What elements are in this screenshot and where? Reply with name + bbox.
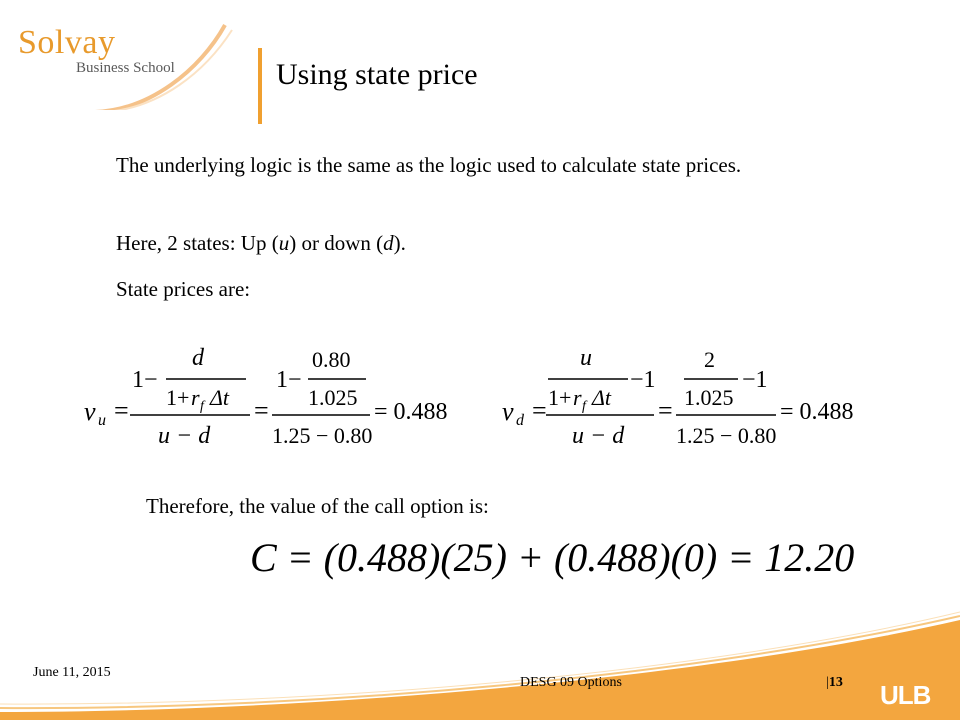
paragraph-state-prices: State prices are: (116, 277, 251, 301)
vu-result: = 0.488 (374, 399, 448, 425)
vd-result: = 0.488 (780, 399, 854, 425)
vu-eq1: = (114, 396, 129, 425)
slide-title: Using state price (276, 58, 478, 91)
states-prefix: Here, 2 states: Up ( (116, 231, 279, 255)
vu-den2: 1.25 − 0.80 (272, 423, 373, 448)
states-suffix: ). (393, 231, 406, 255)
vu-lhs-sub: u (98, 412, 106, 429)
vu-one-plus: 1+ (166, 385, 190, 410)
vd-lhs: v (502, 397, 514, 426)
footer-page-value: 13 (828, 675, 843, 690)
vd-one-plus: 1+ (548, 385, 572, 410)
vu-u-minus-d: u − d (158, 423, 211, 449)
vd-den2: 1.25 − 0.80 (676, 423, 777, 448)
vu-num-one: 1 (276, 367, 288, 393)
paragraph-states (116, 228, 406, 258)
vu-minus: − (144, 367, 158, 393)
vu-equation (80, 345, 470, 455)
footer-course: DESG 09 Options (520, 675, 622, 690)
footer-page-separator: | (826, 675, 829, 690)
therefore-text: Therefore, the value of the call option is: (146, 494, 489, 518)
title-accent-bar (258, 48, 262, 124)
ulb-logo: ULB (880, 680, 931, 710)
vd-den-value: 1.025 (684, 385, 734, 410)
vd-u: u (580, 345, 592, 371)
vd-minus-one: −1 (630, 367, 656, 393)
footer-date: June 11, 2015 (33, 665, 111, 680)
vu-den-value: 1.025 (308, 385, 358, 410)
logo (0, 0, 240, 110)
vd-r: r (573, 385, 582, 410)
vu-eq2: = (254, 396, 269, 425)
vu-num-minus: − (288, 367, 302, 393)
vd-r-sub: f (582, 399, 586, 414)
vd-eq2: = (658, 396, 673, 425)
footer-swoosh (0, 600, 960, 720)
vu-r-sub: f (200, 399, 204, 414)
vu-num-value: 0.80 (312, 347, 351, 372)
vu-one: 1 (132, 367, 144, 393)
vd-lhs-sub: d (516, 412, 524, 429)
vd-eq1: = (532, 396, 547, 425)
states-d: d (383, 231, 394, 255)
call-formula (250, 534, 854, 581)
logo-subtitle: Business School (76, 60, 175, 76)
vd-delta-t: Δt (592, 385, 612, 410)
logo-title: Solvay (18, 24, 116, 61)
states-mid: ) or down ( (289, 231, 384, 255)
states-u: u (278, 231, 290, 255)
vd-num-minus-one: −1 (742, 367, 768, 393)
vu-delta-t: Δt (210, 385, 230, 410)
vu-r: r (191, 385, 200, 410)
vu-lhs: v (84, 397, 96, 426)
footer-page-number (826, 675, 843, 691)
vd-u-minus-d: u − d (572, 423, 625, 449)
vd-equation (498, 345, 878, 455)
paragraph-logic: The underlying logic is the same as the logic used to calculate state prices. (116, 153, 742, 177)
vd-num-value: 2 (704, 347, 715, 372)
vu-d: d (192, 345, 204, 371)
call-formula-text: C = (0.488)(25) + (0.488)(0) = 12.20 (250, 535, 855, 580)
